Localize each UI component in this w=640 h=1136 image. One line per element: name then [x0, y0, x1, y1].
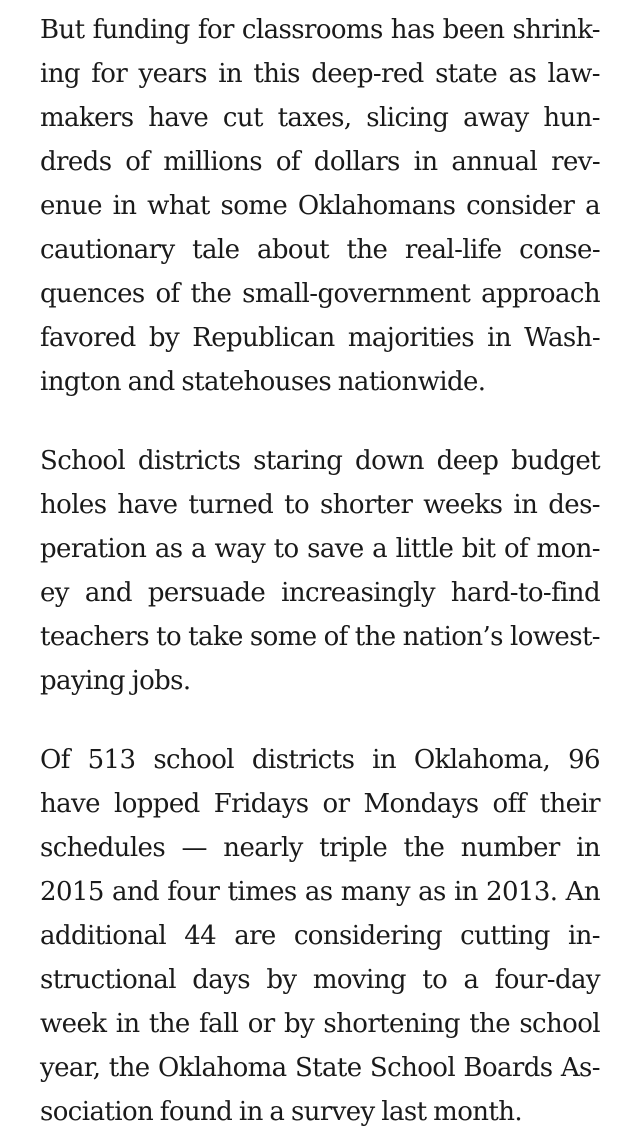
paragraph-line: teachers to take some of the nation’s lowest-	[40, 622, 600, 652]
paragraph-line: dreds of millions of dollars in annual rev-	[40, 147, 600, 177]
paragraph-line: makers have cut taxes, slicing away hun-	[40, 103, 600, 133]
paragraph-line: cautionary tale about the real-life conse-	[40, 235, 600, 265]
article-body	[40, 0, 600, 1134]
paragraph-line: School districts staring down deep budget	[40, 446, 600, 476]
paragraph-line: ing for years in this deep-red state as law-	[40, 59, 600, 89]
paragraph-line: schedules — nearly triple the number in	[40, 833, 600, 863]
paragraph-line: Of 513 school districts in Oklahoma, 96	[40, 745, 600, 775]
paragraph-line: have lopped Fridays or Mondays off their	[40, 789, 600, 819]
paragraph-line: 2015 and four times as many as in 2013. An	[40, 877, 600, 907]
paragraph-line: ington and statehouses nationwide.	[40, 367, 486, 397]
paragraph-line: ey and persuade increasingly hard-to-find	[40, 578, 600, 608]
paragraph-line: peration as a way to save a little bit of mon-	[40, 534, 600, 564]
paragraph-line: quences of the small-government approach	[40, 279, 600, 309]
paragraph-line: additional 44 are considering cutting in-	[40, 921, 600, 951]
paragraph-line: enue in what some Oklahomans consider a	[40, 191, 600, 221]
paragraph-3	[40, 738, 600, 1134]
paragraph-2	[40, 439, 600, 703]
paragraph-line: structional days by moving to a four-day	[40, 965, 600, 995]
paragraph-line: year, the Oklahoma State School Boards As-	[40, 1053, 600, 1083]
paragraph-line: But funding for classrooms has been shrink-	[40, 15, 600, 45]
paragraph-1	[40, 8, 600, 404]
paragraph-line: paying jobs.	[40, 666, 191, 696]
paragraph-line: week in the fall or by shortening the school	[40, 1009, 600, 1039]
paragraph-line: holes have turned to shorter weeks in des-	[40, 490, 600, 520]
paragraph-line: favored by Republican majorities in Wash-	[40, 323, 600, 353]
paragraph-line: sociation found in a survey last month.	[40, 1097, 523, 1127]
